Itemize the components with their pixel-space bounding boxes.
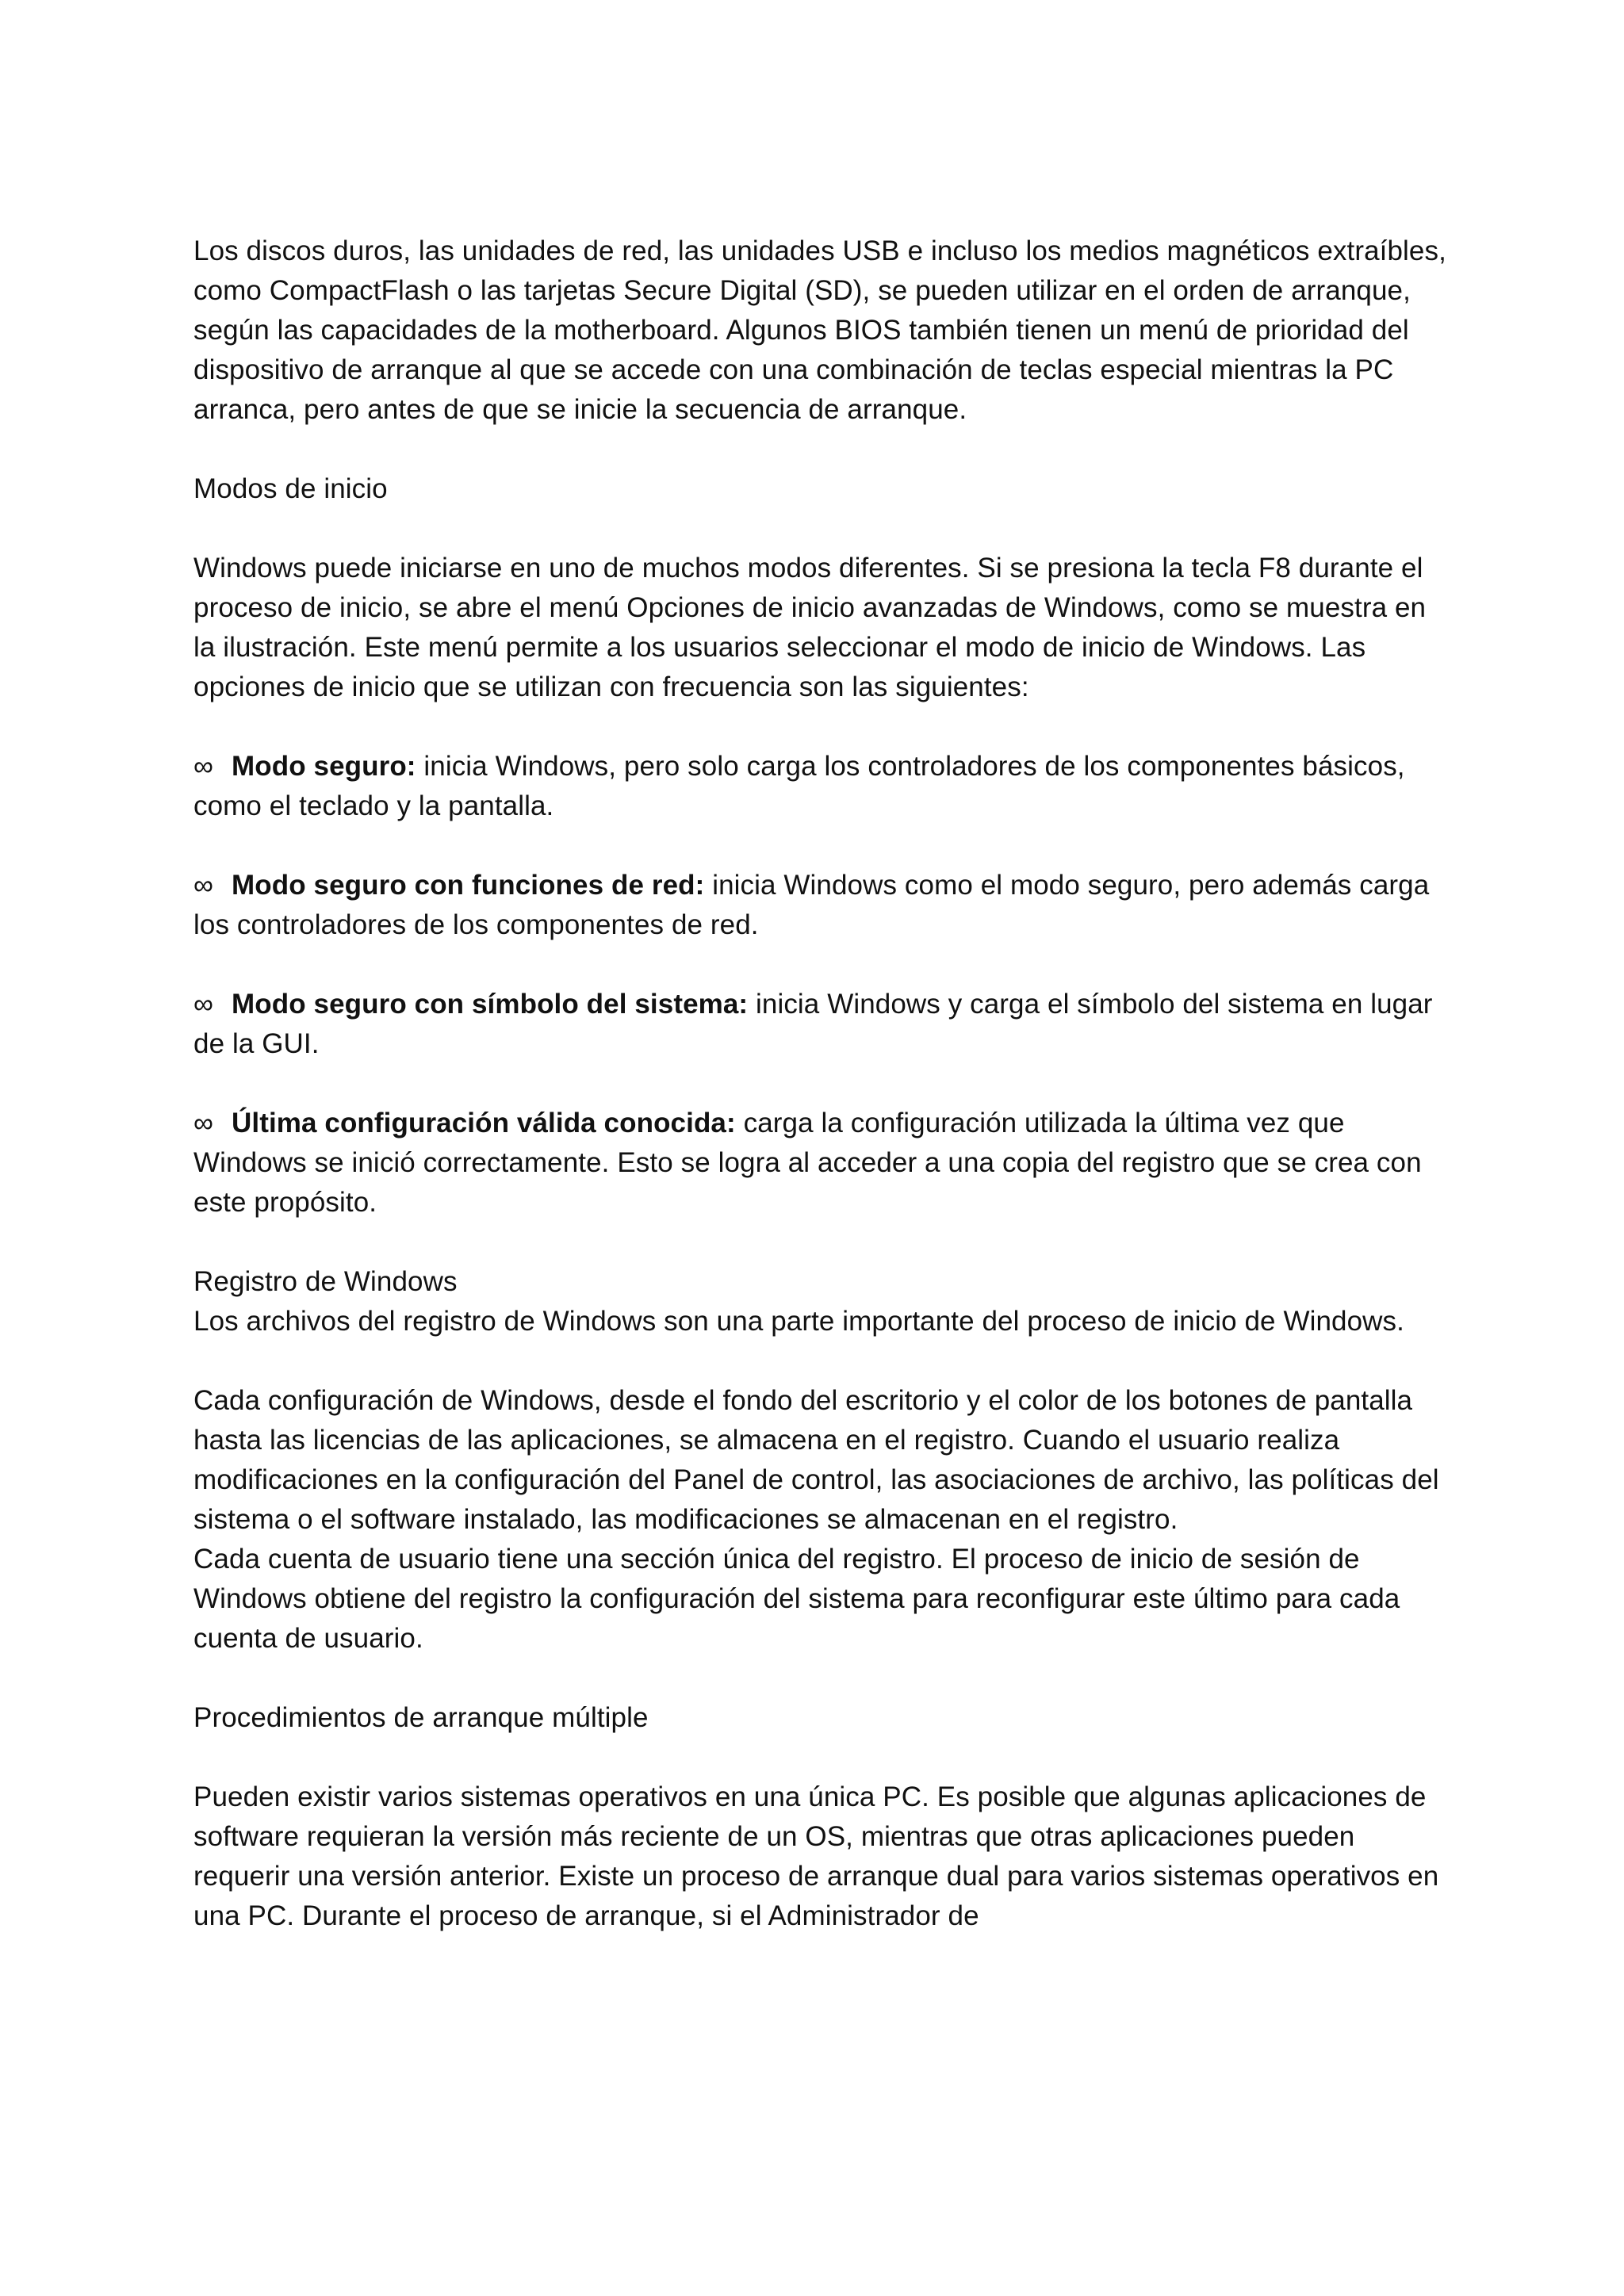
heading-modos-de-inicio: Modos de inicio [193, 473, 388, 504]
bullet-ultima-configuracion [193, 1104, 1446, 1223]
paragraph-registry-accounts: Cada cuenta de usuario tiene una sección única del registro. El proceso de inicio de sesión de Windows obtiene del registro la configuración del sistema para reconfigurar este último para cada cuenta de usuario. [193, 1544, 1400, 1654]
bullet-text: inicia Windows y carga el símbolo del sistema en lugar de la GUI. [193, 989, 1433, 1059]
bullet-infinity-icon: ∞ [193, 1108, 214, 1138]
spacer [193, 707, 1446, 747]
spacer [193, 1659, 1446, 1698]
paragraph-multiboot: Pueden existir varios sistemas operativos en una única PC. Es posible que algunas aplicaciones de software requieran la versión más reciente de un OS, mientras que otras aplicaciones pueden requerir una versión anterior. Existe un proceso de arranque dual para varios sistemas operativos en una PC. Durante el proceso de arranque, si el Administrador de [193, 1781, 1439, 1931]
paragraph-startup-modes: Windows puede iniciarse en uno de muchos modos diferentes. Si se presiona la tecla F8 durante el proceso de inicio, se abre el menú Opciones de inicio avanzadas de Windows, como se muestra en la ilustración. Este menú permite a los usuarios seleccionar el modo de inicio de Windows. Las opciones de inicio que se utilizan con frecuencia son las siguientes: [193, 553, 1427, 702]
heading-registro-de-windows: Registro de Windows [193, 1266, 458, 1297]
bullet-text: inicia Windows, pero solo carga los controladores de los componentes básicos, como el teclado y la pantalla. [193, 751, 1405, 821]
bullet-term: Última configuración válida conocida: [232, 1108, 736, 1138]
spacer [193, 1738, 1446, 1777]
paragraph-registry-config: Cada configuración de Windows, desde el fondo del escritorio y el color de los botones de pantalla hasta las licencias de las aplicaciones, se almacena en el registro. Cuando el usuario realiza modificaciones en la configuración del Panel de control, las asociaciones de archivo, las políticas del sistema o el software instalado, las modificaciones se almacenan en el registro. [193, 1385, 1439, 1535]
bullet-text: carga la configuración utilizada la última vez que Windows se inició correctamente. Esto se logra al acceder a una copia del registro que se crea con este propósito. [193, 1108, 1422, 1218]
bullet-term: Modo seguro con símbolo del sistema: [232, 989, 749, 1020]
spacer [193, 826, 1446, 866]
bullet-term: Modo seguro: [232, 751, 416, 782]
bullet-text: inicia Windows como el modo seguro, pero además carga los controladores de los componentes de red. [193, 870, 1430, 940]
bullet-modo-seguro-red [193, 866, 1446, 945]
document-body [193, 232, 1446, 1936]
bullet-term: Modo seguro con funciones de red: [232, 870, 705, 901]
paragraph-registry-intro: Los archivos del registro de Windows son una parte importante del proceso de inicio de Windows. [193, 1306, 1404, 1337]
bullet-modo-seguro [193, 747, 1446, 826]
spacer [193, 1341, 1446, 1381]
heading-arranque-multiple: Procedimientos de arranque múltiple [193, 1702, 649, 1733]
spacer [193, 945, 1446, 985]
spacer [193, 430, 1446, 469]
bullet-infinity-icon: ∞ [193, 989, 214, 1020]
bullet-modo-seguro-simbolo [193, 985, 1446, 1064]
spacer [193, 1223, 1446, 1262]
spacer [193, 1064, 1446, 1104]
bullet-infinity-icon: ∞ [193, 870, 214, 901]
paragraph-boot-order: Los discos duros, las unidades de red, las unidades USB e incluso los medios magnéticos extraíbles, como CompactFlash o las tarjetas Secure Digital (SD), se pueden utilizar en el orden de arranque, según las capacidades de la motherboard. Algunos BIOS también tienen un menú de prioridad del dispositivo de arranque al que se accede con una combinación de teclas especial mientras la PC arranca, pero antes de que se inicie la secuencia de arranque. [193, 235, 1446, 425]
spacer [193, 509, 1446, 549]
bullet-infinity-icon: ∞ [193, 751, 214, 782]
